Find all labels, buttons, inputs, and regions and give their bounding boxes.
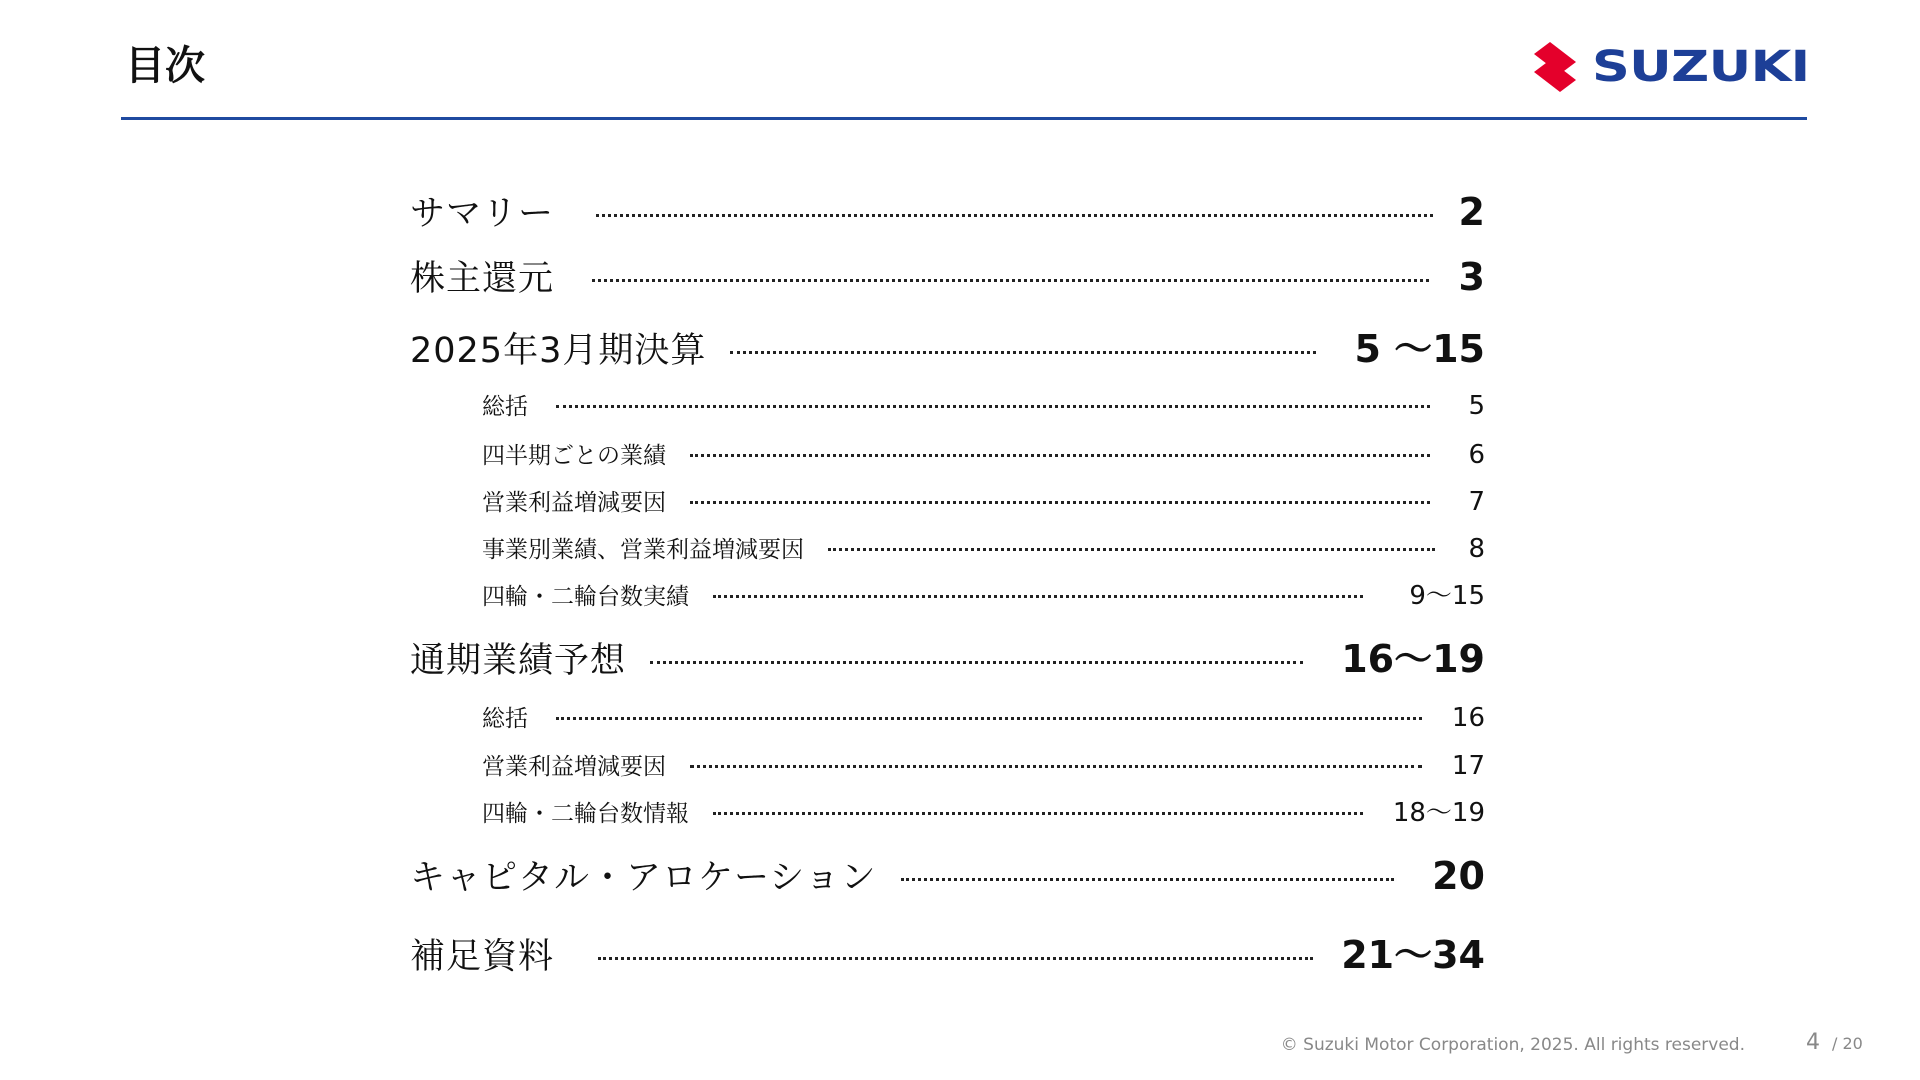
toc-entry-label: 営業利益増減要因 bbox=[482, 490, 666, 516]
dot-leader bbox=[556, 405, 1430, 408]
toc-entry-label: 営業利益増減要因 bbox=[482, 754, 666, 780]
dot-leader bbox=[828, 548, 1435, 551]
table-of-contents bbox=[410, 0, 1485, 1080]
toc-subentry-overview[interactable] bbox=[482, 391, 1485, 422]
toc-entry-label: 四輪・二輪台数実績 bbox=[482, 584, 689, 610]
page-number bbox=[1806, 1030, 1863, 1055]
toc-subentry-unit-sales-info[interactable] bbox=[482, 798, 1485, 829]
dot-leader bbox=[690, 501, 1430, 504]
toc-subentry-quarterly-results[interactable] bbox=[482, 440, 1485, 471]
toc-subentry-forecast-operating-income-factors[interactable] bbox=[482, 751, 1485, 782]
toc-entry-shareholder-returns[interactable] bbox=[410, 255, 1485, 301]
dot-leader bbox=[730, 351, 1316, 354]
dot-leader bbox=[690, 454, 1430, 457]
toc-entry-full-year-forecast[interactable] bbox=[410, 637, 1485, 683]
dot-leader bbox=[592, 279, 1429, 282]
dot-leader bbox=[650, 661, 1303, 664]
toc-entry-page: 16〜19 bbox=[1341, 637, 1485, 681]
toc-entry-page: 21〜34 bbox=[1341, 933, 1485, 977]
dot-leader bbox=[713, 595, 1363, 598]
toc-entry-label: 2025年3月期決算 bbox=[410, 331, 707, 371]
logo-wordmark: SUZUKI bbox=[1592, 42, 1810, 92]
current-page-number: 4 bbox=[1806, 1030, 1820, 1055]
toc-entry-supplementary-materials[interactable] bbox=[410, 933, 1485, 979]
toc-entry-page: 6 bbox=[1468, 440, 1485, 470]
dot-leader bbox=[901, 878, 1395, 881]
toc-entry-label: 事業別業績、営業利益増減要因 bbox=[482, 537, 804, 563]
toc-entry-capital-allocation[interactable] bbox=[410, 854, 1485, 900]
toc-entry-label: サマリー bbox=[410, 194, 555, 234]
toc-entry-label: 総括 bbox=[482, 394, 528, 420]
toc-subentry-unit-sales-results[interactable] bbox=[482, 581, 1485, 612]
toc-subentry-operating-income-factors[interactable] bbox=[482, 487, 1485, 518]
toc-entry-page: 3 bbox=[1458, 255, 1485, 299]
toc-entry-label: 総括 bbox=[482, 706, 528, 732]
suzuki-s-logo-icon bbox=[1528, 40, 1582, 94]
toc-subentry-forecast-overview[interactable] bbox=[482, 703, 1485, 734]
toc-entry-page: 2 bbox=[1458, 190, 1485, 234]
toc-entry-label: 通期業績予想 bbox=[410, 641, 627, 681]
total-page-count: / 20 bbox=[1832, 1034, 1863, 1053]
toc-subentry-segment-results[interactable] bbox=[482, 534, 1485, 565]
toc-entry-label: 四輪・二輪台数情報 bbox=[482, 801, 689, 827]
toc-entry-page: 8 bbox=[1468, 534, 1485, 564]
dot-leader bbox=[556, 717, 1422, 720]
dot-leader bbox=[598, 957, 1313, 960]
copyright-notice: © Suzuki Motor Corporation, 2025. All rights reserved. bbox=[1280, 1035, 1745, 1055]
toc-entry-page: 5 bbox=[1468, 391, 1485, 421]
toc-entry-summary[interactable] bbox=[410, 190, 1485, 236]
toc-entry-page: 20 bbox=[1432, 854, 1485, 898]
dot-leader bbox=[713, 812, 1363, 815]
suzuki-logo bbox=[1528, 40, 1810, 94]
dot-leader bbox=[596, 214, 1433, 217]
toc-entry-page: 9〜15 bbox=[1409, 581, 1485, 611]
toc-entry-label: 株主還元 bbox=[410, 259, 555, 299]
toc-entry-page: 17 bbox=[1451, 751, 1485, 781]
toc-entry-page: 5 〜15 bbox=[1354, 327, 1485, 371]
toc-entry-page: 7 bbox=[1468, 487, 1485, 517]
toc-entry-label: 補足資料 bbox=[410, 937, 555, 977]
toc-entry-page: 16 bbox=[1451, 703, 1485, 733]
toc-entry-page: 18〜19 bbox=[1392, 798, 1485, 828]
page-title: 目次 bbox=[125, 43, 205, 89]
toc-entry-label: キャピタル・アロケーション bbox=[410, 858, 877, 898]
dot-leader bbox=[690, 765, 1422, 768]
toc-entry-fy2025-results[interactable] bbox=[410, 327, 1485, 373]
toc-entry-label: 四半期ごとの業績 bbox=[482, 443, 666, 469]
